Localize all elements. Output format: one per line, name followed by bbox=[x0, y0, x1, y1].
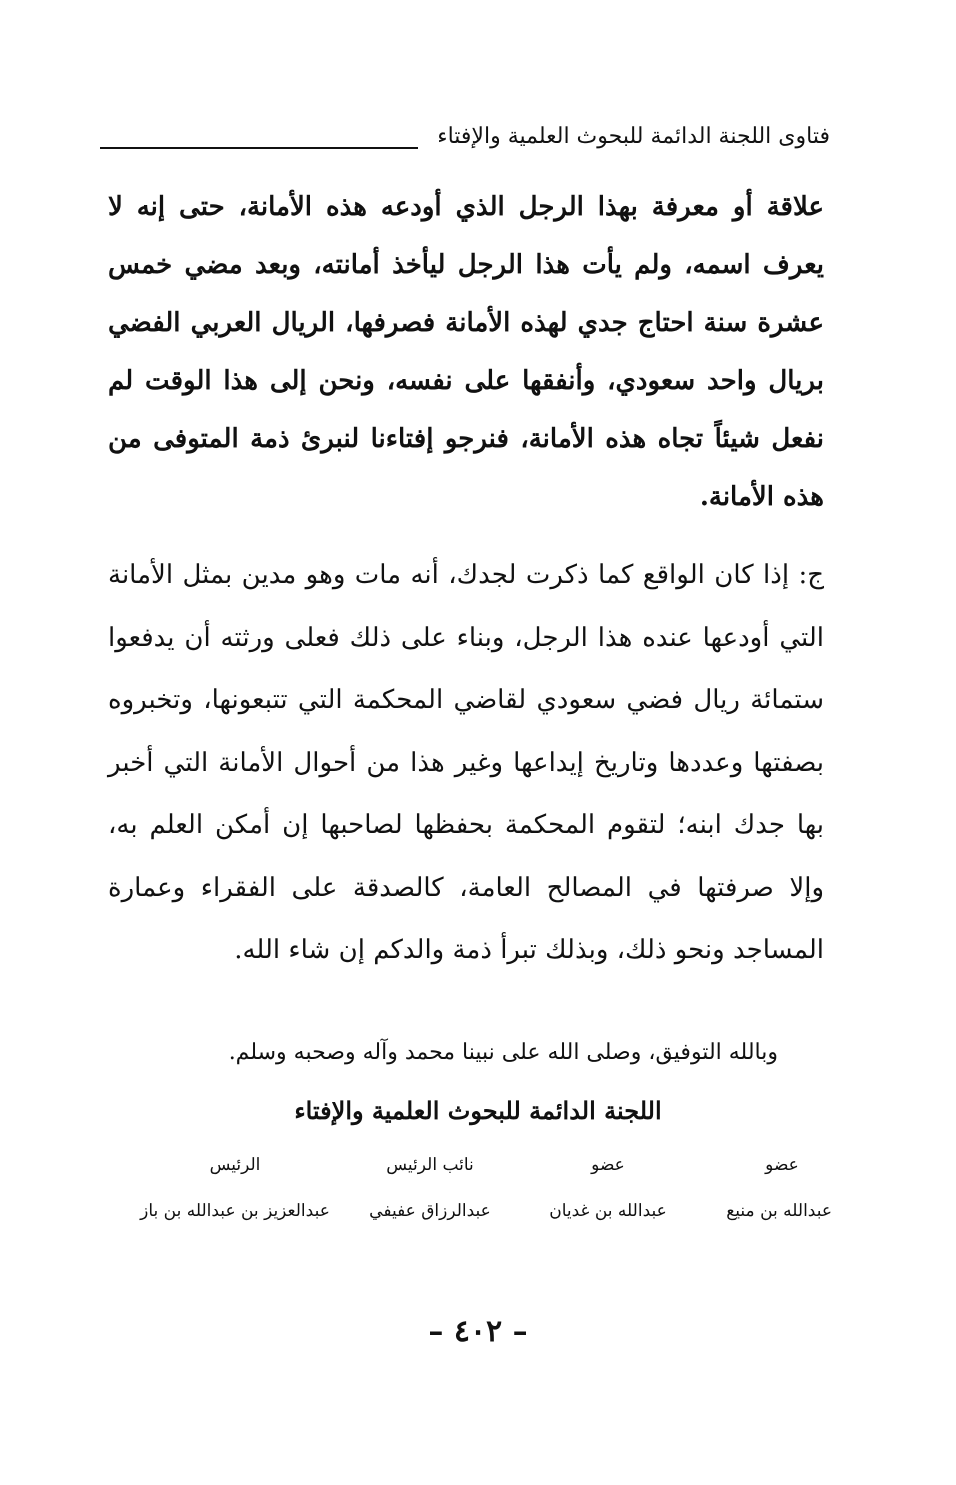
signature-name: عبدالرزاق عفيفي bbox=[369, 1201, 491, 1221]
closing-line: وبالله التوفيق، وصلى الله على نبينا محمد وآله وصحبه وسلم. bbox=[228, 1040, 778, 1065]
signature-role: الرئيس bbox=[209, 1155, 261, 1175]
question-paragraph: علاقة أو معرفة بهذا الرجل الذي أودعه هذه الأمانة، حتى إنه لا يعرف اسمه، ولم يأت هذا الرجل ليأخذ أمانته، وبعد مضي خمس عشرة سنة احتاج جدي لهذه الأمانة فصرفها، الريال العربي الفضي بريال واحد سعودي، وأنفقها على نفسه، ونحن إلى هذا الوقت لم نفعل شيئاً تجاه هذه الأمانة، فنرجو إفتاءنا لنبرئ ذمة المتوفى من هذه الأمانة. bbox=[108, 192, 824, 512]
header-rule bbox=[100, 147, 418, 149]
signature-member-1 bbox=[726, 1150, 832, 1226]
running-header bbox=[100, 118, 830, 162]
signature-member-2 bbox=[538, 1150, 678, 1226]
signature-name: عبدالعزيز بن عبدالله بن باز bbox=[140, 1201, 330, 1221]
signature-name: عبدالله بن غديان bbox=[549, 1201, 667, 1221]
header-title: فتاوى اللجنة الدائمة للبحوث العلمية والإفتاء bbox=[437, 124, 830, 149]
signature-role: نائب الرئيس bbox=[386, 1155, 474, 1175]
signature-president bbox=[120, 1150, 350, 1226]
answer-paragraph: ج: إذا كان الواقع كما ذكرت لجدك، أنه مات وهو مدين بمثل الأمانة التي أودعها عنده هذا الرجل، وبناء على ذلك فعلى ورثته أن يدفعوا ستمائة ريال فضي سعودي لقاضي المحكمة التي تتبعونها، وتخبروه بصفتها وعددها وتاريخ إيداعها وغير هذا من أحوال الأمانة التي أخبر بها جدك ابنه؛ لتقوم المحكمة بحفظها لصاحبها إن أمكن العلم به، وإلا صرفتها في المصالح العامة، كالصدقة على الفقراء وعمارة المساجد ونحو ذلك، وبذلك تبرأ ذمة والدكم إن شاء الله. bbox=[108, 560, 824, 965]
signature-role: عضو bbox=[765, 1155, 799, 1175]
signature-name: عبدالله بن منيع bbox=[726, 1201, 832, 1221]
committee-title: اللجنة الدائمة للبحوث العلمية والإفتاء bbox=[294, 1096, 662, 1125]
signature-vice-president bbox=[360, 1150, 500, 1226]
page-number: – ٤٠٢ – bbox=[428, 1314, 528, 1349]
signature-role: عضو bbox=[591, 1155, 625, 1175]
